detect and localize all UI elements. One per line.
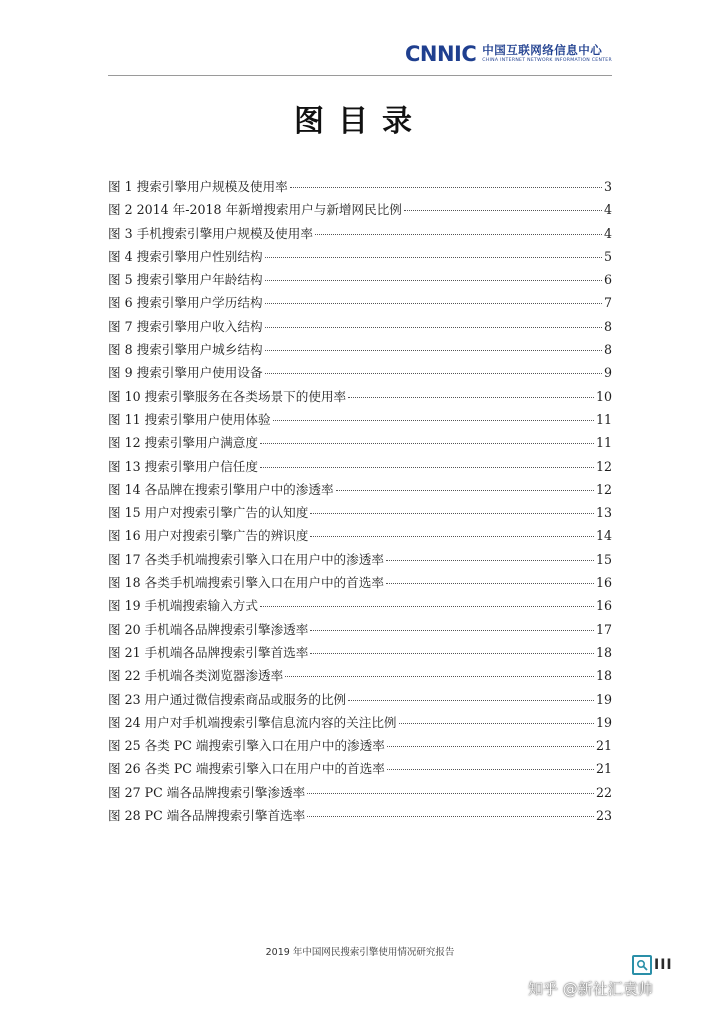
toc-leader-dots [348, 700, 594, 701]
toc-entry-label: 图 22 手机端各类浏览器渗透率 [108, 668, 284, 684]
toc-entry-label: 图 15 用户对搜索引擎广告的认知度 [108, 505, 309, 521]
toc-entry-page: 4 [603, 225, 612, 241]
toc-leader-dots [290, 187, 602, 188]
toc-entry[interactable] [108, 362, 612, 385]
logo-text [482, 45, 612, 63]
toc-leader-dots [315, 234, 602, 235]
toc-entry[interactable] [108, 199, 612, 222]
toc-entry[interactable] [108, 782, 612, 805]
page-header [108, 44, 612, 74]
toc-entry-label: 图 6 搜索引擎用户学历结构 [108, 295, 263, 311]
toc-entry[interactable] [108, 525, 612, 548]
toc-entry-page: 3 [603, 179, 612, 194]
toc-leader-dots [260, 606, 594, 607]
toc-entry-page: 15 [595, 551, 612, 567]
logo-mark: CNNIC [404, 42, 477, 66]
toc-entry-page: 8 [603, 318, 612, 334]
figure-list [108, 176, 612, 828]
toc-entry-page: 5 [603, 248, 612, 264]
toc-entry-label: 图 1 搜索引擎用户规模及使用率 [108, 179, 288, 194]
toc-entry[interactable] [108, 246, 612, 269]
toc-entry-label: 图 18 各类手机端搜索引擎入口在用户中的首选率 [108, 575, 384, 591]
toc-entry-label: 图 19 手机端搜索输入方式 [108, 598, 258, 614]
toc-leader-dots [387, 746, 594, 747]
toc-entry[interactable] [108, 595, 612, 618]
toc-entry-label: 图 4 搜索引擎用户性别结构 [108, 248, 263, 264]
toc-entry-page: 7 [603, 295, 612, 311]
toc-entry-page: 16 [595, 598, 612, 614]
toc-leader-dots [387, 769, 594, 770]
toc-leader-dots [310, 630, 594, 631]
toc-entry[interactable] [108, 432, 612, 455]
toc-entry-page: 16 [595, 575, 612, 591]
toc-entry-label: 图 27 PC 端各品牌搜索引擎渗透率 [108, 784, 306, 800]
toc-entry[interactable] [108, 619, 612, 642]
toc-entry-label: 图 10 搜索引擎服务在各类场景下的使用率 [108, 388, 347, 404]
page-title: 图目录 [294, 104, 426, 139]
toc-entry[interactable] [108, 386, 612, 409]
toc-leader-dots [307, 816, 594, 817]
toc-leader-dots [310, 513, 594, 514]
toc-entry[interactable] [108, 712, 612, 735]
toc-entry[interactable] [108, 479, 612, 502]
toc-leader-dots [273, 420, 594, 421]
toc-entry-label: 图 25 各类 PC 端搜索引擎入口在用户中的渗透率 [108, 738, 385, 754]
cnnic-logo [405, 44, 612, 65]
logo-chinese-name: 中国互联网络信息中心 [482, 43, 603, 58]
toc-entry-page: 14 [595, 528, 612, 544]
toc-entry[interactable] [108, 735, 612, 758]
toc-leader-dots [399, 723, 594, 724]
page-number-mark [632, 955, 673, 975]
toc-entry-label: 图 23 用户通过微信搜索商品或服务的比例 [108, 691, 347, 707]
page-number: III [654, 957, 673, 973]
toc-entry-page: 21 [595, 738, 612, 754]
toc-leader-dots [336, 490, 594, 491]
logo-english-name: CHINA INTERNET NETWORK INFORMATION CENTER [482, 57, 612, 63]
toc-entry-label: 图 11 搜索引擎用户使用体验 [108, 411, 271, 427]
toc-entry[interactable] [108, 316, 612, 339]
toc-leader-dots [386, 560, 594, 561]
toc-entry-label: 图 3 手机搜索引擎用户规模及使用率 [108, 225, 313, 241]
toc-leader-dots [265, 327, 602, 328]
toc-entry-label: 图 7 搜索引擎用户收入结构 [108, 318, 263, 334]
toc-leader-dots [310, 536, 594, 537]
toc-entry-page: 18 [595, 644, 612, 660]
toc-entry[interactable] [108, 689, 612, 712]
toc-entry-page: 21 [595, 761, 612, 777]
toc-entry-label: 图 24 用户对手机端搜索引擎信息流内容的关注比例 [108, 714, 397, 730]
toc-entry[interactable] [108, 456, 612, 479]
toc-entry-label: 图 28 PC 端各品牌搜索引擎首选率 [108, 808, 306, 824]
toc-entry-label: 图 21 手机端各品牌搜索引擎首选率 [108, 644, 309, 660]
toc-entry-page: 19 [595, 691, 612, 707]
toc-entry[interactable] [108, 665, 612, 688]
toc-entry[interactable] [108, 292, 612, 315]
toc-entry-page: 11 [595, 411, 612, 427]
toc-entry[interactable] [108, 269, 612, 292]
toc-entry-label: 图 20 手机端各品牌搜索引擎渗透率 [108, 621, 309, 637]
toc-leader-dots [265, 280, 602, 281]
toc-entry-label: 图 2 2014 年-2018 年新增搜索用户与新增网民比例 [108, 202, 402, 218]
toc-entry-label: 图 13 搜索引擎用户信任度 [108, 458, 258, 474]
toc-entry-label: 图 5 搜索引擎用户年龄结构 [108, 272, 263, 288]
toc-entry[interactable] [108, 223, 612, 246]
toc-leader-dots [265, 303, 602, 304]
toc-entry-page: 11 [595, 435, 612, 451]
toc-entry-page: 22 [595, 784, 612, 800]
toc-entry[interactable] [108, 805, 612, 828]
toc-leader-dots [260, 443, 594, 444]
toc-entry[interactable] [108, 409, 612, 432]
toc-entry-page: 10 [595, 388, 612, 404]
toc-leader-dots [386, 583, 594, 584]
toc-entry-page: 4 [603, 202, 612, 218]
toc-entry[interactable] [108, 502, 612, 525]
toc-entry[interactable] [108, 572, 612, 595]
toc-entry-page: 12 [595, 481, 612, 497]
toc-entry-page: 8 [603, 342, 612, 358]
toc-entry[interactable] [108, 758, 612, 781]
toc-leader-dots [265, 373, 602, 374]
toc-leader-dots [348, 397, 594, 398]
toc-leader-dots [285, 676, 594, 677]
toc-entry[interactable] [108, 642, 612, 665]
toc-entry-page: 23 [595, 808, 612, 824]
toc-entry-page: 17 [595, 621, 612, 637]
toc-entry-page: 12 [595, 458, 612, 474]
toc-entry-page: 13 [595, 505, 612, 521]
toc-entry-label: 图 12 搜索引擎用户满意度 [108, 435, 258, 451]
toc-entry[interactable] [108, 339, 612, 362]
toc-leader-dots [260, 467, 594, 468]
toc-entry-page: 18 [595, 668, 612, 684]
toc-entry-page: 6 [603, 272, 612, 288]
toc-leader-dots [265, 257, 602, 258]
header-divider [108, 75, 612, 76]
toc-entry[interactable] [108, 549, 612, 572]
toc-leader-dots [265, 350, 602, 351]
toc-leader-dots [404, 210, 602, 211]
toc-leader-dots [310, 653, 594, 654]
toc-entry-label: 图 26 各类 PC 端搜索引擎入口在用户中的首选率 [108, 761, 385, 777]
toc-entry[interactable] [108, 176, 612, 199]
watermark: 知乎 @新社汇袁帅 [528, 980, 653, 998]
toc-entry-page: 19 [595, 714, 612, 730]
toc-entry-label: 图 16 用户对搜索引擎广告的辨识度 [108, 528, 309, 544]
toc-entry-label: 图 9 搜索引擎用户使用设备 [108, 365, 263, 381]
toc-entry-label: 图 17 各类手机端搜索引擎入口在用户中的渗透率 [108, 551, 384, 567]
magnifier-icon [632, 955, 652, 975]
footer-report-title: 2019 年中国网民搜索引擎使用情况研究报告 [265, 947, 455, 958]
toc-entry-label: 图 8 搜索引擎用户城乡结构 [108, 342, 263, 358]
toc-leader-dots [307, 793, 594, 794]
toc-entry-label: 图 14 各品牌在搜索引擎用户中的渗透率 [108, 481, 334, 497]
toc-entry-page: 9 [603, 365, 612, 381]
